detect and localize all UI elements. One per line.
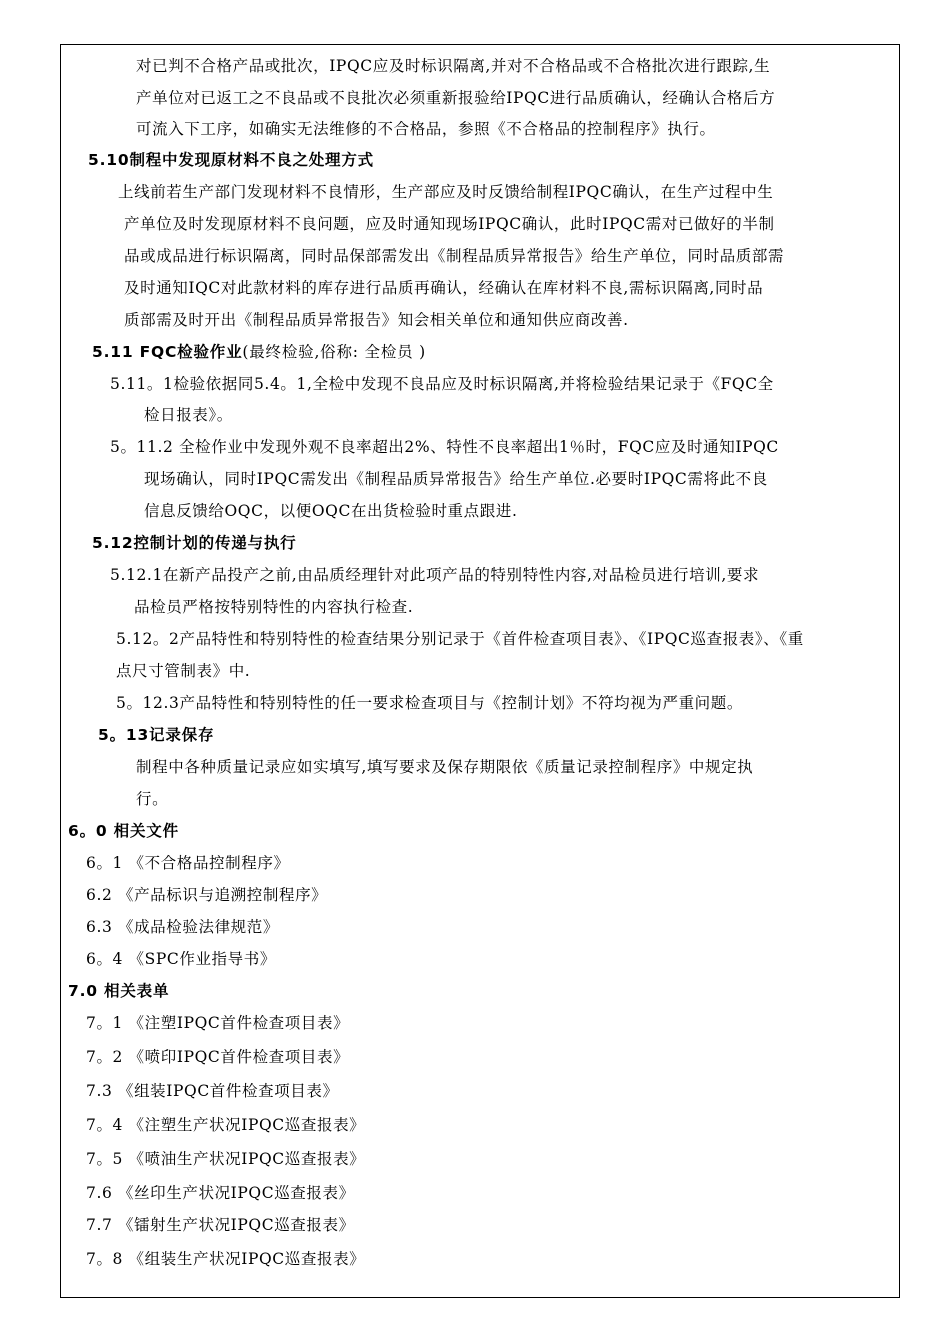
paragraph-line: 品检员严格按特别特性的内容执行检查. (134, 598, 414, 616)
paragraph-line: 检日报表》。 (144, 406, 233, 424)
list-item: 6。1 《不合格品控制程序》 (86, 854, 290, 872)
paragraph-line: 信息反馈给OQC，以便OQC在出货检验时重点跟进. (144, 502, 518, 520)
paragraph-line: 质部需及时开出《制程品质异常报告》知会相关单位和通知供应商改善. (124, 311, 629, 329)
paragraph-line: 现场确认，同时IPQC需发出《制程品质异常报告》给生产单位.必要时IPQC需将此不良 (144, 470, 768, 488)
section-heading-6: 6。0 相关文件 (68, 822, 179, 840)
paragraph-line: 行。 (136, 790, 169, 808)
paragraph-line: 及时通知IQC对此款材料的库存进行品质再确认，经确认在库材料不良,需标识隔离,同时品 (124, 279, 764, 297)
section-heading-5-11-note: (最终检验,俗称: 全检员 ) (242, 343, 426, 361)
paragraph-line: 5.11。1检验依据同5.4。1,全检中发现不良品应及时标识隔离,并将检验结果记录于《FQC全 (110, 375, 774, 393)
section-heading-5-11-title: 5.11 FQC检验作业 (92, 343, 243, 361)
list-item: 7。4 《注塑生产状况IPQC巡查报表》 (86, 1116, 366, 1134)
section-heading-5-10: 5.10制程中发现原材料不良之处理方式 (88, 151, 374, 169)
section-heading-5-13: 5。13记录保存 (98, 726, 215, 744)
paragraph-line: 5。11.2 全检作业中发现外观不良率超出2%、特性不良率超出1％时，FQC应及时通知IPQC (110, 438, 779, 456)
list-item: 7.3 《组装IPQC首件检查项目表》 (86, 1082, 339, 1100)
paragraph-line: 点尺寸管制表》中. (116, 662, 251, 680)
paragraph-line: 产单位及时发现原材料不良问题，应及时通知现场IPQC确认，此时IPQC需对已做好的半制 (124, 215, 775, 233)
paragraph-line: 制程中各种质量记录应如实填写,填写要求及保存期限依《质量记录控制程序》中规定执 (136, 758, 754, 776)
paragraph-line: 产单位对已返工之不良品或不良批次必须重新报验给IPQC进行品质确认，经确认合格后方 (136, 89, 776, 107)
list-item: 7。1 《注塑IPQC首件检查项目表》 (86, 1014, 350, 1032)
list-item: 7。2 《喷印IPQC首件检查项目表》 (86, 1048, 350, 1066)
paragraph-line: 5。12.3产品特性和特别特性的任一要求检查项目与《控制计划》不符均视为严重问题。 (116, 694, 743, 712)
paragraph-line: 对已判不合格产品或批次，IPQC应及时标识隔离,并对不合格品或不合格批次进行跟踪,生 (136, 57, 771, 75)
list-item: 7。5 《喷油生产状况IPQC巡查报表》 (86, 1150, 366, 1168)
paragraph-line: 可流入下工序，如确实无法维修的不合格品，参照《不合格品的控制程序》执行。 (136, 120, 716, 138)
list-item: 6.2 《产品标识与追溯控制程序》 (86, 886, 328, 904)
section-heading-5-11 (92, 342, 426, 362)
section-heading-5-12: 5.12控制计划的传递与执行 (92, 534, 297, 552)
paragraph-line: 品或成品进行标识隔离，同时品保部需发出《制程品质异常报告》给生产单位，同时品质部需 (124, 247, 785, 265)
list-item: 7.6 《丝印生产状况IPQC巡查报表》 (86, 1184, 355, 1202)
list-item: 7.7 《镭射生产状况IPQC巡查报表》 (86, 1216, 355, 1234)
list-item: 6。4 《SPC作业指导书》 (86, 950, 276, 968)
section-heading-7: 7.0 相关表单 (68, 982, 170, 1000)
paragraph-line: 5.12。2产品特性和特别特性的检查结果分别记录于《首件检查项目表》、《IPQC巡查报表》、《重 (116, 630, 804, 648)
list-item: 6.3 《成品检验法律规范》 (86, 918, 279, 936)
paragraph-line: 5.12.1在新产品投产之前,由品质经理针对此项产品的特别特性内容,对品检员进行培训,要求 (110, 566, 760, 584)
paragraph-line: 上线前若生产部门发现材料不良情形，生产部应及时反馈给制程IPQC确认，在生产过程中生 (118, 183, 774, 201)
list-item: 7。8 《组装生产状况IPQC巡查报表》 (86, 1250, 366, 1268)
